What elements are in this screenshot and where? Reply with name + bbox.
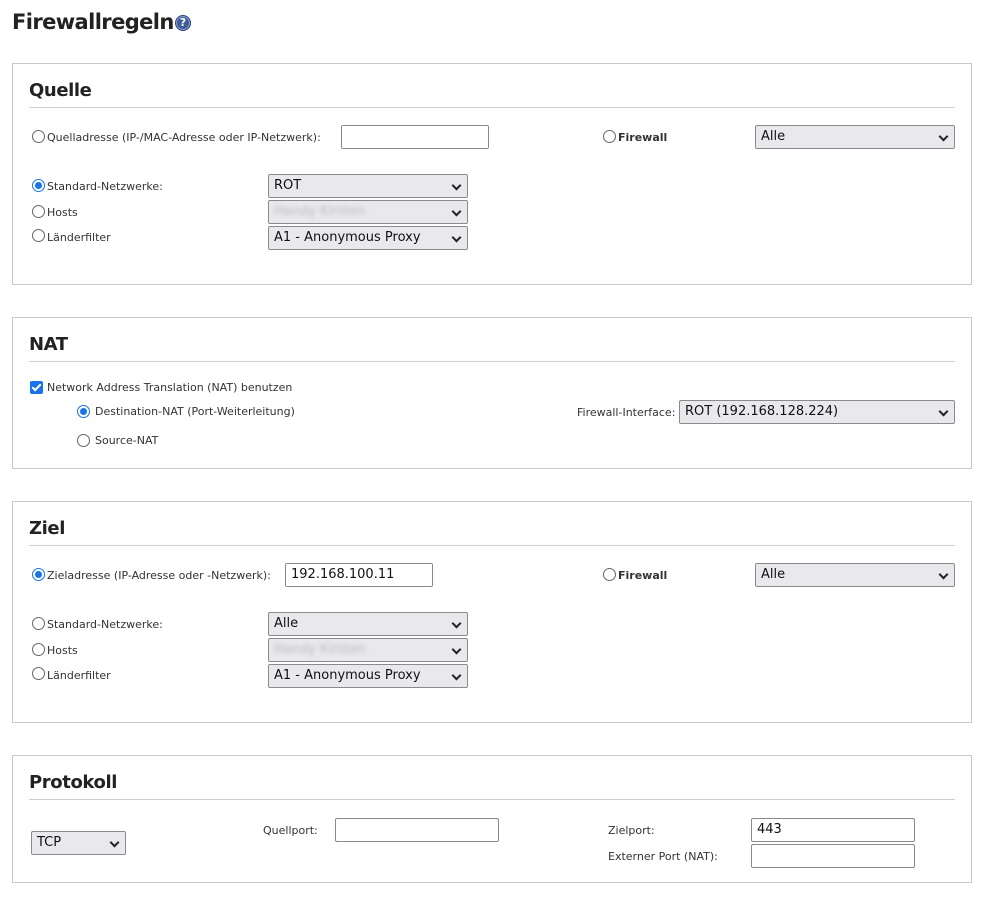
quelle-divider (29, 107, 955, 108)
ziel-firewall-select[interactable] (755, 563, 955, 587)
ziel-address-radio[interactable] (32, 568, 45, 581)
firewall-interface-label: Firewall-Interface: (577, 406, 676, 419)
quelle-std-net-radio[interactable] (32, 179, 45, 192)
quelle-country-radio[interactable] (32, 229, 45, 242)
chevron-down-icon (939, 132, 949, 142)
ziel-hosts-value: Handy Kirsten (274, 642, 366, 657)
chevron-down-icon (452, 181, 462, 191)
ziel-address-label: Zieladresse (IP-Adresse oder -Netzwerk): (47, 569, 271, 582)
nat-section (12, 317, 972, 469)
ext-port-label: Externer Port (NAT): (608, 850, 718, 863)
snat-radio[interactable] (77, 434, 90, 447)
dst-port-label: Zielport: (608, 824, 655, 837)
quelle-country-value: A1 - Anonymous Proxy (274, 230, 421, 245)
chevron-down-icon (939, 570, 949, 580)
quelle-title: Quelle (29, 80, 92, 101)
chevron-down-icon (939, 407, 949, 417)
page-title: Firewallregeln (12, 10, 174, 34)
ziel-address-input[interactable]: 192.168.100.11 (285, 563, 433, 587)
protocol-value: TCP (37, 835, 62, 850)
chevron-down-icon (452, 645, 462, 655)
dnat-radio[interactable] (77, 405, 90, 418)
protocol-select[interactable] (31, 831, 126, 855)
nat-title: NAT (29, 334, 68, 355)
help-icon[interactable]: ? (175, 15, 191, 31)
use-nat-checkbox[interactable] (30, 381, 43, 394)
quelle-address-radio[interactable] (32, 130, 45, 143)
quelle-section (12, 63, 972, 285)
chevron-down-icon (452, 671, 462, 681)
firewall-interface-value: ROT (192.168.128.224) (685, 404, 839, 419)
use-nat-label: Network Address Translation (NAT) benutzen (47, 381, 293, 394)
ziel-country-radio[interactable] (32, 667, 45, 680)
quelle-std-net-select[interactable] (268, 174, 468, 198)
src-port-input[interactable] (335, 818, 499, 842)
src-port-label: Quellport: (263, 824, 318, 837)
ziel-firewall-radio[interactable] (603, 568, 616, 581)
chevron-down-icon (452, 233, 462, 243)
ziel-divider (29, 545, 955, 546)
quelle-country-select[interactable] (268, 226, 468, 250)
ziel-hosts-radio[interactable] (32, 643, 45, 656)
ziel-section (12, 501, 972, 723)
snat-label: Source-NAT (95, 434, 159, 447)
chevron-down-icon (452, 207, 462, 217)
firewall-interface-select[interactable] (679, 400, 955, 424)
ziel-std-net-select[interactable] (268, 612, 468, 636)
dnat-label: Destination-NAT (Port-Weiterleitung) (95, 405, 295, 418)
quelle-firewall-label: Firewall (618, 131, 668, 144)
ziel-country-label: Länderfilter (47, 669, 111, 682)
quelle-firewall-value: Alle (761, 129, 786, 144)
quelle-firewall-radio[interactable] (603, 130, 616, 143)
ziel-std-net-radio[interactable] (32, 617, 45, 630)
quelle-firewall-select[interactable] (755, 125, 955, 149)
quelle-std-net-value: ROT (274, 178, 302, 193)
nat-divider (29, 361, 955, 362)
ziel-std-net-label: Standard-Netzwerke: (47, 618, 163, 631)
ziel-hosts-select[interactable] (268, 638, 468, 662)
quelle-hosts-label: Hosts (47, 206, 78, 219)
ziel-country-select[interactable] (268, 664, 468, 688)
ziel-title: Ziel (29, 518, 65, 539)
chevron-down-icon (452, 619, 462, 629)
quelle-hosts-radio[interactable] (32, 205, 45, 218)
ziel-country-value: A1 - Anonymous Proxy (274, 668, 421, 683)
quelle-hosts-value: Handy Kirsten (274, 204, 366, 219)
ziel-hosts-label: Hosts (47, 644, 78, 657)
quelle-address-input[interactable] (341, 125, 489, 149)
ext-port-input[interactable] (751, 844, 915, 868)
protokoll-title: Protokoll (29, 772, 117, 793)
protokoll-divider (29, 799, 955, 800)
quelle-hosts-select[interactable] (268, 200, 468, 224)
quelle-country-label: Länderfilter (47, 231, 111, 244)
ziel-firewall-label: Firewall (618, 569, 668, 582)
quelle-std-net-label: Standard-Netzwerke: (47, 180, 163, 193)
protokoll-section (12, 755, 972, 883)
dst-port-input[interactable]: 443 (751, 818, 915, 842)
ziel-std-net-value: Alle (274, 616, 299, 631)
quelle-address-label: Quelladresse (IP-/MAC-Adresse oder IP-Netzwerk): (47, 131, 321, 144)
ziel-firewall-value: Alle (761, 567, 786, 582)
chevron-down-icon (110, 838, 120, 848)
